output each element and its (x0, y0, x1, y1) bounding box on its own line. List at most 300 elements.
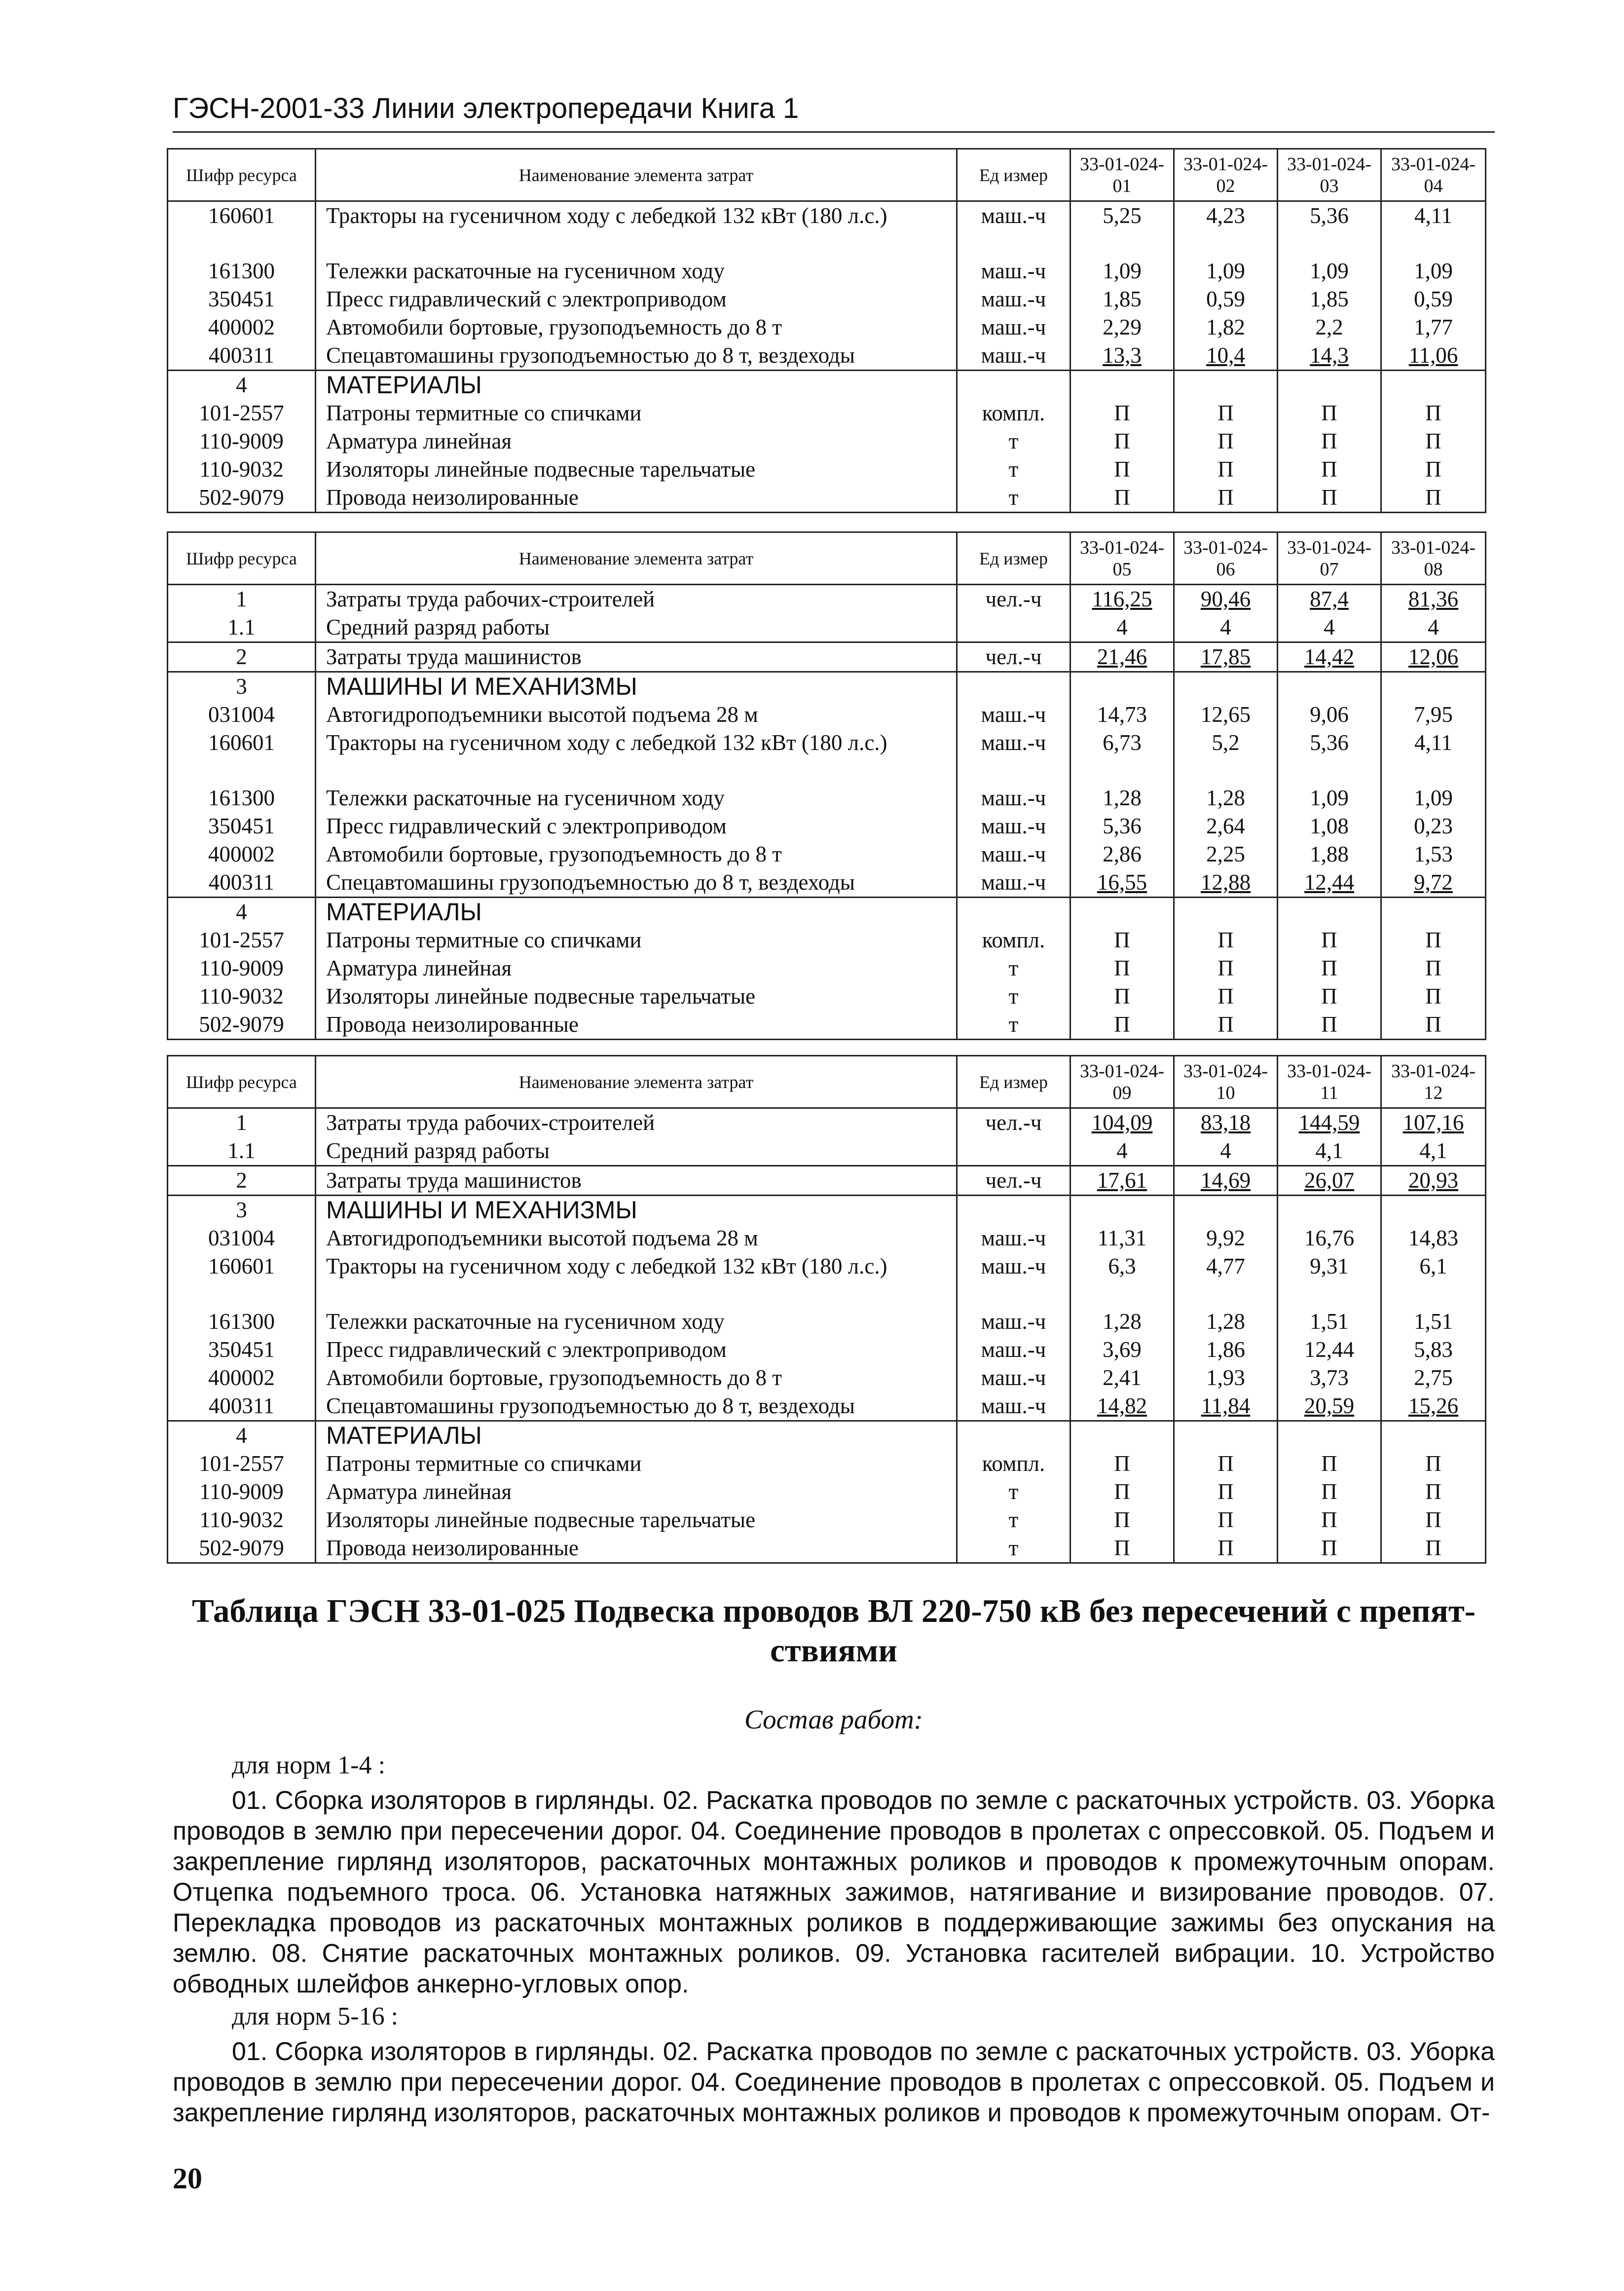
resource-code: 160601 (168, 201, 316, 258)
norm-value: 1,28 (1174, 1308, 1278, 1336)
header-code: Шифр ресурса (168, 532, 316, 585)
norm-value: 5,25 (1070, 201, 1174, 258)
unit (957, 1137, 1070, 1166)
norm-value: П (1381, 1478, 1486, 1506)
norm-value: П (1070, 1478, 1174, 1506)
table-row (168, 427, 1486, 455)
cost-element-name: Патроны термитные со спичками (316, 1450, 957, 1478)
norm-value: П (1070, 954, 1174, 982)
norm-value: 1,82 (1174, 313, 1278, 341)
norm-value (1174, 672, 1278, 701)
table-row (168, 1252, 1486, 1308)
table-row (168, 313, 1486, 341)
norm-value: 1,85 (1070, 285, 1174, 313)
cost-element-name: Спецавтомашины грузоподъемностью до 8 т, вездеходы (316, 868, 957, 898)
norm-value: 4 (1174, 1137, 1278, 1166)
norm-value: 4,23 (1174, 201, 1278, 258)
header-name: Наименование элемента затрат (316, 149, 957, 201)
norm-value: 14,73 (1070, 701, 1174, 729)
unit: маш.-ч (957, 1252, 1070, 1308)
norm-value: 9,06 (1278, 701, 1381, 729)
cost-element-name: Пресс гидравлический с электроприводом (316, 812, 957, 840)
table-row (168, 1392, 1486, 1421)
norm-value: 0,23 (1381, 812, 1486, 840)
unit: маш.-ч (957, 729, 1070, 784)
norm-value: П (1174, 1478, 1278, 1506)
norm-value: 0,59 (1381, 285, 1486, 313)
norm-value: 2,64 (1174, 812, 1278, 840)
table-row (168, 201, 1486, 258)
norm-value: П (1070, 399, 1174, 427)
table-row (168, 613, 1486, 642)
norm-value: П (1278, 926, 1381, 954)
section-row (168, 1421, 1486, 1450)
resource-code: 110-9009 (168, 1478, 316, 1506)
table-row (168, 926, 1486, 954)
resource-code: 110-9032 (168, 1506, 316, 1534)
norm-value: 11,06 (1381, 341, 1486, 371)
norm-value: П (1381, 1506, 1486, 1534)
norm-value: 15,26 (1381, 1392, 1486, 1421)
cost-table-2 (167, 531, 1486, 1040)
resource-code: 3 (168, 672, 316, 701)
norm-value: П (1278, 1011, 1381, 1040)
norm-value: П (1070, 427, 1174, 455)
sostav-label: Состав работ: (744, 1704, 923, 1734)
table-row (168, 455, 1486, 484)
cost-element-name: Изоляторы линейные подвесные тарельчатые (316, 1506, 957, 1534)
cost-element-name: Затраты труда рабочих-строителей (316, 1108, 957, 1137)
header-norm-2: 33-01-024-11 (1278, 1056, 1381, 1108)
norm-value: 104,09 (1070, 1108, 1174, 1137)
norm-value: 107,16 (1381, 1108, 1486, 1137)
table-row (168, 1534, 1486, 1563)
table-row (168, 399, 1486, 427)
section-row (168, 1196, 1486, 1225)
section-title: МАШИНЫ И МЕХАНИЗМЫ (316, 672, 957, 701)
cost-element-name: Арматура линейная (316, 1478, 957, 1506)
norm-value (1070, 371, 1174, 400)
norm-value: 4 (1070, 613, 1174, 642)
norm-value: 116,25 (1070, 585, 1174, 614)
table-title-line-2: ствиями (770, 1632, 897, 1669)
table-title (173, 1591, 1495, 1670)
norm-value: 1,28 (1070, 784, 1174, 812)
table-row (168, 1166, 1486, 1196)
resource-code: 1.1 (168, 1137, 316, 1166)
table-row (168, 812, 1486, 840)
norm-value: П (1278, 484, 1381, 513)
norm-value: П (1070, 455, 1174, 484)
resource-code: 161300 (168, 784, 316, 812)
norm-value: 2,75 (1381, 1364, 1486, 1392)
table-row (168, 585, 1486, 614)
norm-value: П (1174, 1534, 1278, 1563)
cost-element-name: Автомобили бортовые, грузоподъемность до 8 т (316, 313, 957, 341)
unit: маш.-ч (957, 285, 1070, 313)
section-title: МАТЕРИАЛЫ (316, 1421, 957, 1450)
header-norm-0: 33-01-024-09 (1070, 1056, 1174, 1108)
norm-value: 1,86 (1174, 1336, 1278, 1364)
resource-code: 101-2557 (168, 926, 316, 954)
unit (957, 371, 1070, 400)
running-header: ГЭСН-2001-33 Линии электропередачи Книга 1 (173, 89, 1495, 133)
norm-value: 11,84 (1174, 1392, 1278, 1421)
norm-value: 1,09 (1278, 257, 1381, 285)
norm-value: 1,09 (1070, 257, 1174, 285)
unit: т (957, 484, 1070, 513)
unit (957, 1421, 1070, 1450)
norm-value: 2,29 (1070, 313, 1174, 341)
norm-value: П (1278, 954, 1381, 982)
resource-code: 110-9032 (168, 455, 316, 484)
cost-element-name: Средний разряд работы (316, 613, 957, 642)
norm-value: П (1278, 1478, 1381, 1506)
resource-code: 031004 (168, 701, 316, 729)
unit: маш.-ч (957, 840, 1070, 868)
cost-element-name: Тележки раскаточные на гусеничном ходу (316, 257, 957, 285)
norm-value: П (1070, 1450, 1174, 1478)
cost-element-name: Тракторы на гусеничном ходу с лебедкой 132 кВт (180 л.с.) (316, 729, 957, 784)
cost-element-name: Изоляторы линейные подвесные тарельчатые (316, 455, 957, 484)
norm-value (1174, 898, 1278, 927)
header-norm-1: 33-01-024-02 (1174, 149, 1278, 201)
norm-value: П (1381, 399, 1486, 427)
section-row (168, 898, 1486, 927)
norm-value (1278, 898, 1381, 927)
resource-code: 101-2557 (168, 399, 316, 427)
unit: маш.-ч (957, 1392, 1070, 1421)
header-code: Шифр ресурса (168, 149, 316, 201)
table-row (168, 1224, 1486, 1252)
norm-value: П (1381, 427, 1486, 455)
norm-value: 14,3 (1278, 341, 1381, 371)
cost-element-name: Изоляторы линейные подвесные тарельчатые (316, 982, 957, 1011)
header-norm-1: 33-01-024-10 (1174, 1056, 1278, 1108)
header-code: Шифр ресурса (168, 1056, 316, 1108)
norm-value: П (1278, 982, 1381, 1011)
norm-value: 4,11 (1381, 729, 1486, 784)
norm-value: 26,07 (1278, 1166, 1381, 1196)
cost-element-name: Тележки раскаточные на гусеничном ходу (316, 784, 957, 812)
resource-code: 502-9079 (168, 1011, 316, 1040)
norm-value: 4,77 (1174, 1252, 1278, 1308)
resource-code: 400311 (168, 1392, 316, 1421)
norm-value: П (1070, 1011, 1174, 1040)
norm-value: 20,59 (1278, 1392, 1381, 1421)
cost-element-name: Затраты труда машинистов (316, 642, 957, 672)
cost-element-name: Пресс гидравлический с электроприводом (316, 1336, 957, 1364)
resource-code: 1.1 (168, 613, 316, 642)
norm-value: 12,88 (1174, 868, 1278, 898)
cost-table-1 (167, 148, 1486, 513)
resource-code: 400002 (168, 1364, 316, 1392)
norm-value: 1,53 (1381, 840, 1486, 868)
unit: маш.-ч (957, 1308, 1070, 1336)
unit: маш.-ч (957, 812, 1070, 840)
norm-value: П (1070, 1534, 1174, 1563)
resource-code: 161300 (168, 257, 316, 285)
norms-5-16-label: для норм 5-16 : (232, 2002, 399, 2030)
norm-value (1278, 1196, 1381, 1225)
page-number: 20 (173, 2162, 202, 2195)
norm-value: 17,61 (1070, 1166, 1174, 1196)
header-norm-2: 33-01-024-03 (1278, 149, 1381, 201)
norm-value: П (1174, 926, 1278, 954)
table-row (168, 1336, 1486, 1364)
resource-code: 2 (168, 1166, 316, 1196)
table-header-row (168, 149, 1486, 201)
resource-code: 110-9009 (168, 427, 316, 455)
section-title: МАТЕРИАЛЫ (316, 371, 957, 400)
norm-value: П (1278, 1450, 1381, 1478)
norm-value: 144,59 (1278, 1108, 1381, 1137)
header-norm-0: 33-01-024-05 (1070, 532, 1174, 585)
norm-value: 1,88 (1278, 840, 1381, 868)
norm-value (1070, 672, 1174, 701)
cost-element-name: Спецавтомашины грузоподъемностью до 8 т, вездеходы (316, 1392, 957, 1421)
norm-value: П (1174, 982, 1278, 1011)
unit: маш.-ч (957, 1364, 1070, 1392)
section-title: МАШИНЫ И МЕХАНИЗМЫ (316, 1196, 957, 1225)
norm-value (1381, 1196, 1486, 1225)
section-row (168, 672, 1486, 701)
norm-value: 81,36 (1381, 585, 1486, 614)
norm-value (1381, 1421, 1486, 1450)
cost-element-name: Тракторы на гусеничном ходу с лебедкой 132 кВт (180 л.с.) (316, 201, 957, 258)
unit: т (957, 1011, 1070, 1040)
table-header-row (168, 1056, 1486, 1108)
unit: чел.-ч (957, 1108, 1070, 1137)
unit (957, 898, 1070, 927)
norm-value: 16,76 (1278, 1224, 1381, 1252)
norm-value: 1,09 (1381, 257, 1486, 285)
cost-table-3 (167, 1055, 1486, 1564)
resource-code: 101-2557 (168, 1450, 316, 1478)
table-row (168, 1108, 1486, 1137)
unit: чел.-ч (957, 642, 1070, 672)
cost-element-name: Провода неизолированные (316, 484, 957, 513)
norm-value: 2,25 (1174, 840, 1278, 868)
cost-element-name: Патроны термитные со спичками (316, 399, 957, 427)
norm-value (1174, 1421, 1278, 1450)
norm-value: П (1070, 484, 1174, 513)
table-row (168, 729, 1486, 784)
header-norm-3: 33-01-024-04 (1381, 149, 1486, 201)
norm-value: 1,28 (1174, 784, 1278, 812)
resource-code: 2 (168, 642, 316, 672)
resource-code: 4 (168, 1421, 316, 1450)
norm-value (1381, 371, 1486, 400)
norm-value: 1,08 (1278, 812, 1381, 840)
norm-value (1070, 1196, 1174, 1225)
table-row (168, 1450, 1486, 1478)
table-row (168, 1137, 1486, 1166)
unit: маш.-ч (957, 313, 1070, 341)
norm-value: 4 (1381, 613, 1486, 642)
norm-value: 6,73 (1070, 729, 1174, 784)
unit: т (957, 1506, 1070, 1534)
header-norm-1: 33-01-024-06 (1174, 532, 1278, 585)
unit: чел.-ч (957, 1166, 1070, 1196)
norm-value: П (1381, 926, 1486, 954)
norm-value: 1,28 (1070, 1308, 1174, 1336)
unit: маш.-ч (957, 1224, 1070, 1252)
norm-value: 90,46 (1174, 585, 1278, 614)
norm-value: П (1070, 982, 1174, 1011)
norm-value: 4,1 (1278, 1137, 1381, 1166)
norm-value (1278, 371, 1381, 400)
norm-value (1174, 371, 1278, 400)
norm-value: П (1174, 455, 1278, 484)
resource-code: 1 (168, 585, 316, 614)
cost-element-name: Провода неизолированные (316, 1534, 957, 1563)
norm-value: 5,36 (1070, 812, 1174, 840)
table-row (168, 285, 1486, 313)
table-row (168, 982, 1486, 1011)
norm-value: 6,1 (1381, 1252, 1486, 1308)
table-row (168, 784, 1486, 812)
resource-code: 502-9079 (168, 1534, 316, 1563)
norms-1-4-text: 01. Сборка изоляторов в гирлянды. 02. Раскатка проводов по земле с раскаточных устройств. 03. Уборка проводов в землю при пересечении дорог. 04. Соединение проводов в пролетах с опрессовкой. 05. Подъем и закрепление гирлянд изоляторов, раскаточных монтажных роликов и проводов к промежуточным опорам. Отцепка подъемного троса. 06. Установка натяжных зажимов, натягивание и визирование проводов. 07. Перекладка проводов из раскаточных монтажных роликов в поддерживающие зажимы без опускания на землю. 08. Снятие раскаточных монтажных роликов. 09. Установка гасителей вибрации. 10. Устройство обводных шлейфов анкерно-угловых опор. (173, 1786, 1495, 1998)
unit: маш.-ч (957, 784, 1070, 812)
norm-value: 14,42 (1278, 642, 1381, 672)
unit: маш.-ч (957, 1336, 1070, 1364)
norm-value: 16,55 (1070, 868, 1174, 898)
unit: т (957, 1534, 1070, 1563)
norm-value: П (1070, 1506, 1174, 1534)
norm-value: 4,1 (1381, 1137, 1486, 1166)
unit (957, 672, 1070, 701)
header-name: Наименование элемента затрат (316, 532, 957, 585)
table-row (168, 701, 1486, 729)
norm-value (1174, 1196, 1278, 1225)
norm-value (1278, 1421, 1381, 1450)
norm-value: 20,93 (1381, 1166, 1486, 1196)
norm-value: 9,72 (1381, 868, 1486, 898)
resource-code: 502-9079 (168, 484, 316, 513)
norm-value: П (1278, 1534, 1381, 1563)
norm-value: 2,2 (1278, 313, 1381, 341)
header-norm-3: 33-01-024-08 (1381, 532, 1486, 585)
norm-value: П (1381, 455, 1486, 484)
cost-element-name: Автогидроподъемники высотой подъема 28 м (316, 701, 957, 729)
table-row (168, 341, 1486, 371)
norm-value: 17,85 (1174, 642, 1278, 672)
resource-code: 110-9009 (168, 954, 316, 982)
norm-value: 7,95 (1381, 701, 1486, 729)
norms-1-4-label: для норм 1-4 : (232, 1751, 386, 1779)
norm-value: П (1381, 1011, 1486, 1040)
table-row (168, 1364, 1486, 1392)
table-row (168, 1011, 1486, 1040)
header-norm-3: 33-01-024-12 (1381, 1056, 1486, 1108)
cost-element-name: Арматура линейная (316, 954, 957, 982)
norm-value: П (1174, 484, 1278, 513)
cost-element-name: Тележки раскаточные на гусеничном ходу (316, 1308, 957, 1336)
resource-code: 4 (168, 898, 316, 927)
norm-value: П (1174, 427, 1278, 455)
norm-value: 1,77 (1381, 313, 1486, 341)
table-row (168, 257, 1486, 285)
cost-element-name: Патроны термитные со спичками (316, 926, 957, 954)
norm-value (1381, 672, 1486, 701)
norm-value: П (1174, 954, 1278, 982)
norm-value: 3,69 (1070, 1336, 1174, 1364)
resource-code: 400002 (168, 313, 316, 341)
cost-element-name: Автомобили бортовые, грузоподъемность до 8 т (316, 1364, 957, 1392)
header-name: Наименование элемента затрат (316, 1056, 957, 1108)
header-norm-0: 33-01-024-01 (1070, 149, 1174, 201)
norm-value: 4,11 (1381, 201, 1486, 258)
table-row (168, 484, 1486, 513)
norm-value: 12,44 (1278, 1336, 1381, 1364)
cost-element-name: Провода неизолированные (316, 1011, 957, 1040)
unit: т (957, 455, 1070, 484)
resource-code: 350451 (168, 812, 316, 840)
norm-value: 4 (1070, 1137, 1174, 1166)
norm-value (1070, 898, 1174, 927)
norm-value: 13,3 (1070, 341, 1174, 371)
norm-value: 1,09 (1381, 784, 1486, 812)
norm-value: П (1278, 399, 1381, 427)
resource-code: 350451 (168, 285, 316, 313)
norm-value: 9,31 (1278, 1252, 1381, 1308)
norm-value: П (1278, 455, 1381, 484)
cost-element-name: Средний разряд работы (316, 1137, 957, 1166)
norm-value (1381, 898, 1486, 927)
unit: маш.-ч (957, 868, 1070, 898)
unit: маш.-ч (957, 257, 1070, 285)
resource-code: 031004 (168, 1224, 316, 1252)
table-row (168, 1478, 1486, 1506)
norm-value: П (1070, 926, 1174, 954)
norm-value: 12,06 (1381, 642, 1486, 672)
resource-code: 400311 (168, 341, 316, 371)
resource-code: 4 (168, 371, 316, 400)
norm-value: П (1381, 484, 1486, 513)
unit: маш.-ч (957, 341, 1070, 371)
norm-value: 14,83 (1381, 1224, 1486, 1252)
resource-code: 400311 (168, 868, 316, 898)
cost-element-name: Автогидроподъемники высотой подъема 28 м (316, 1224, 957, 1252)
table-row (168, 840, 1486, 868)
unit: т (957, 954, 1070, 982)
norm-value: 2,41 (1070, 1364, 1174, 1392)
section-row (168, 371, 1486, 400)
norm-value: 87,4 (1278, 585, 1381, 614)
norm-value: 12,65 (1174, 701, 1278, 729)
cost-element-name: Затраты труда рабочих-строителей (316, 585, 957, 614)
table-row (168, 954, 1486, 982)
resource-code: 160601 (168, 729, 316, 784)
unit: т (957, 427, 1070, 455)
norm-value: 10,4 (1174, 341, 1278, 371)
norm-value: 0,59 (1174, 285, 1278, 313)
norm-value: 3,73 (1278, 1364, 1381, 1392)
norm-value: П (1174, 1011, 1278, 1040)
norm-value: П (1278, 427, 1381, 455)
norm-value: П (1278, 1506, 1381, 1534)
unit: компл. (957, 399, 1070, 427)
header-norm-2: 33-01-024-07 (1278, 532, 1381, 585)
cost-element-name: Тракторы на гусеничном ходу с лебедкой 132 кВт (180 л.с.) (316, 1252, 957, 1308)
resource-code: 161300 (168, 1308, 316, 1336)
resource-code: 160601 (168, 1252, 316, 1308)
unit: чел.-ч (957, 585, 1070, 614)
norm-value: 14,82 (1070, 1392, 1174, 1421)
norms-5-16-text: 01. Сборка изоляторов в гирлянды. 02. Раскатка проводов по земле с раскаточных устройств. 03. Уборка проводов в землю при пересечении дорог. 04. Соединение проводов в пролетах с опрессовкой. 05. Подъем и закрепление гирлянд изоляторов, раскаточных монтажных роликов и проводов к промежуточным опорам. От- (173, 2037, 1495, 2127)
